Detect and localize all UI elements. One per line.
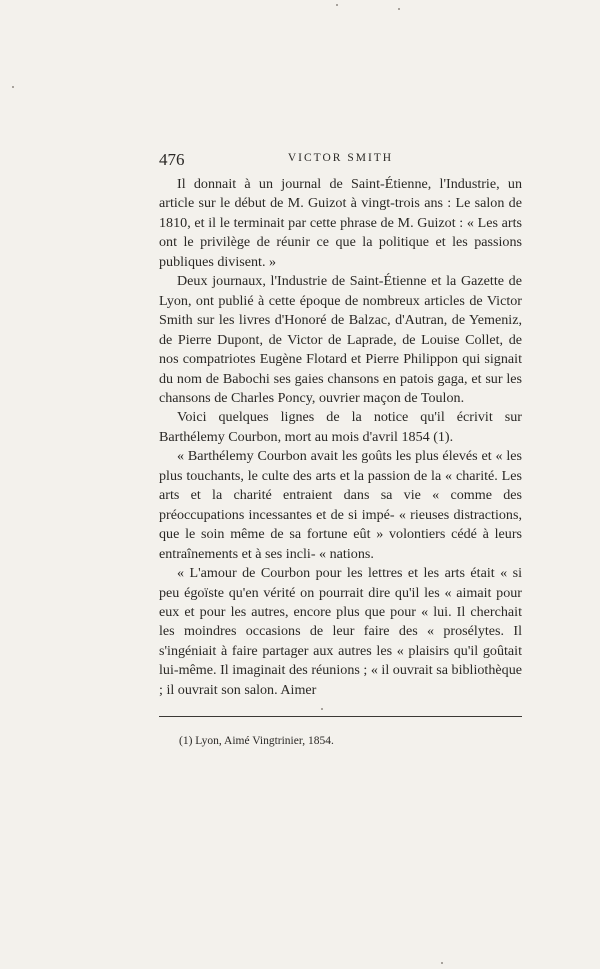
paper-speck bbox=[336, 4, 338, 6]
body-text bbox=[159, 175, 522, 700]
paragraph-guizot: Il donnait à un journal de Saint-Étienne, l'Industrie, un article sur le début de M. Guizot à vingt-trois ans : Le salon de 1810, et il le terminait par cette phrase de M. Guizot : « Les arts ont le privilège de réunir ce que la politique et les passions publiques divisent. » bbox=[159, 176, 522, 270]
running-head: VICTOR SMITH bbox=[287, 152, 394, 164]
paper-speck bbox=[398, 8, 400, 10]
paragraph-notice: Voici quelques lignes de la notice qu'il écrivit sur Barthélemy Courbon, mort au mois d'avril 1854 (1). bbox=[159, 409, 522, 445]
page-header bbox=[159, 150, 522, 172]
page-number: 476 bbox=[159, 150, 185, 169]
paper-speck bbox=[321, 708, 323, 710]
paragraph-journals: Deux journaux, l'Industrie de Saint-Étienne et la Gazette de Lyon, ont publié à cette époque de nombreux articles de Victor Smith sur les livres d'Honoré de Balzac, d'Autran, de Yemeniz, de Pierre Dupont, de Victor de Laprade, de Louise Collet, de nos compatriotes Eugène Flotard et Pierre Philippon qui signait du nom de Babochi ses gaies chansons en patois gaga, et sur les chansons de Charles Poncy, ouvrier maçon de Toulon. bbox=[159, 273, 522, 406]
quote-paragraph-charity: « Barthélemy Courbon avait les goûts les plus élevés et « les plus touchants, le culte des arts et la passion de la « charité. Les arts et la charité entraient dans sa vie « comme des préoccupations incessantes et de si impé- « rieuses distractions, que le soin même de sa fortune eût » volontiers cédé à leurs entraînements et à ses incli- « nations. bbox=[159, 448, 522, 562]
quote-paragraph-letters: « L'amour de Courbon pour les lettres et les arts était « si peu égoïste qu'en vérité on pourrait dire qu'il les « aimait pour eux et pour les autres, encore plus que pour « lui. Il cherchait les moindres occasions de leur faire des « prosélytes. Il s'ingéniait à faire partager aux autres les « plaisirs qu'il goûtait lui-même. Il imaginait des réunions ; « il ouvrait sa bibliothèque ; il ouvrait son salon. Aimer bbox=[159, 565, 522, 698]
footnote: (1) Lyon, Aimé Vingtrinier, 1854. bbox=[179, 735, 334, 747]
paper-speck bbox=[12, 86, 14, 88]
paper-speck bbox=[441, 962, 443, 964]
footnote-divider bbox=[159, 716, 522, 717]
